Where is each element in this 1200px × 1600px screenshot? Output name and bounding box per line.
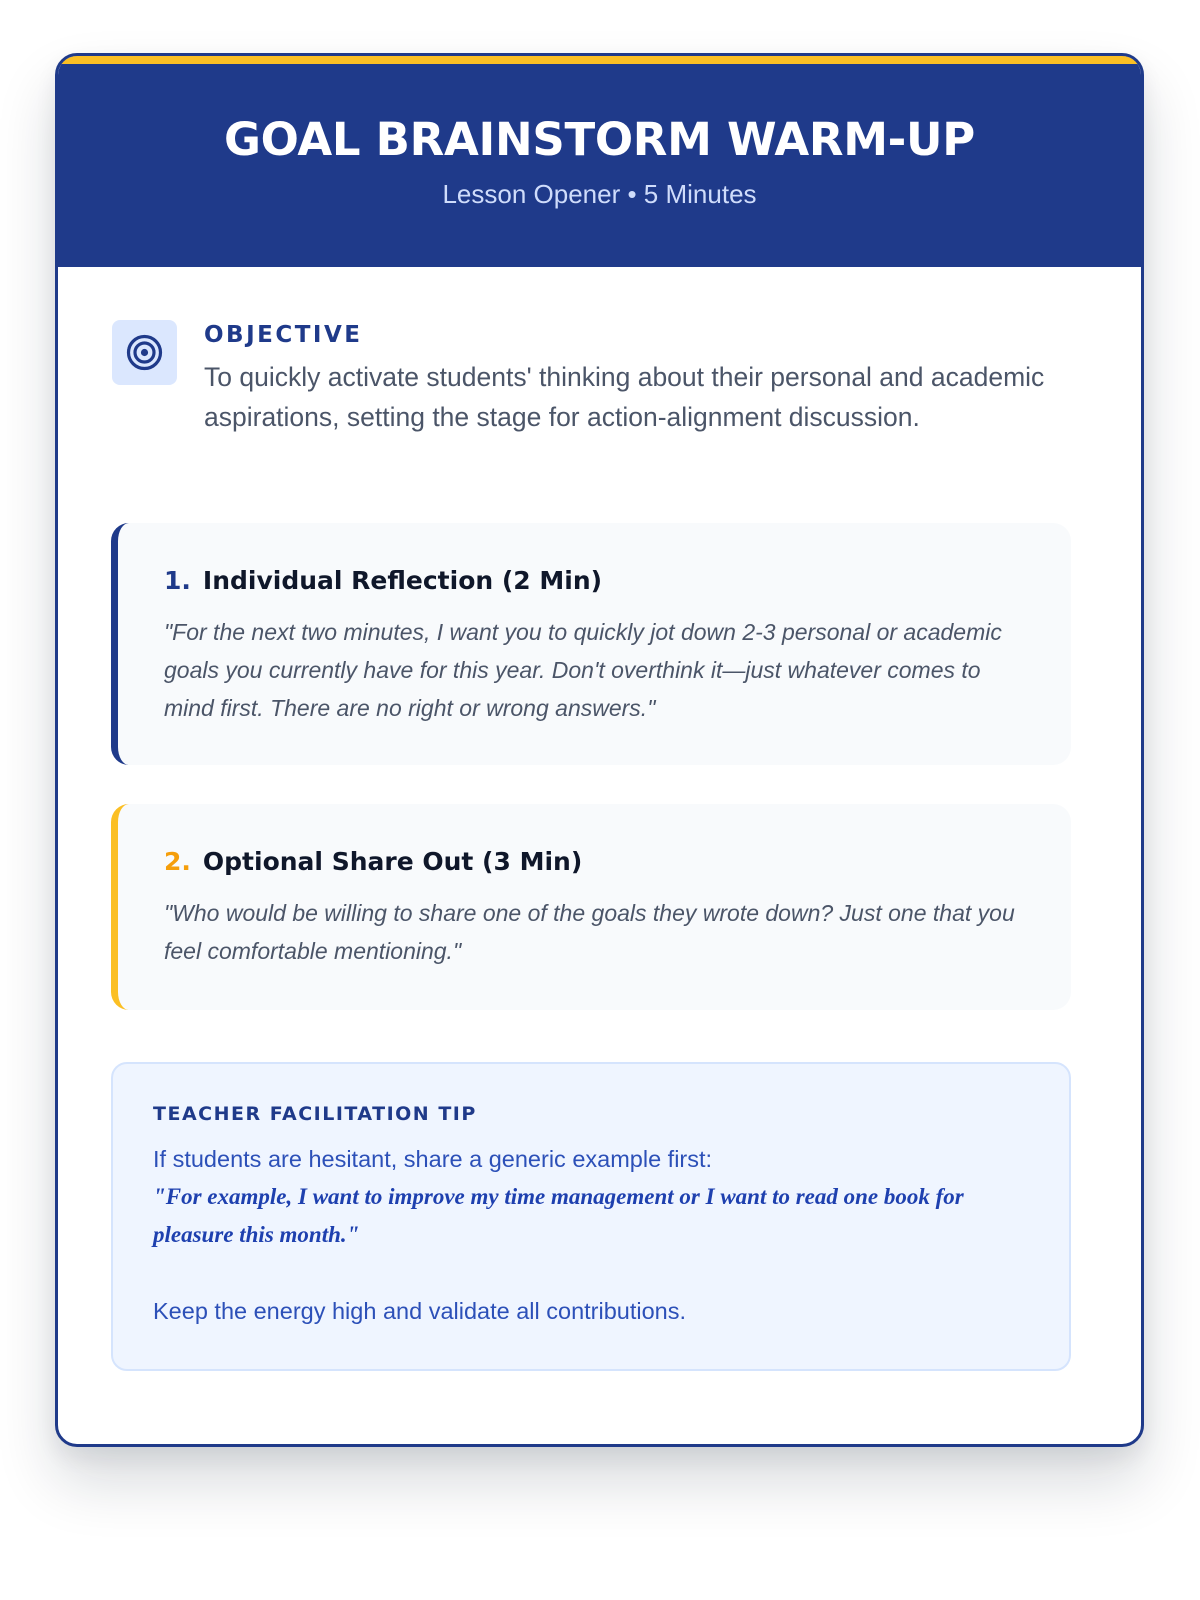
tip-example: "For example, I want to improve my time management or I want to read one book for pleasure this month." xyxy=(153,1184,964,1247)
page-subtitle: Lesson Opener • 5 Minutes xyxy=(442,179,757,209)
card-header xyxy=(58,56,1141,267)
objective-text: To quickly activate students' thinking about their personal and academic aspirations, setting the stage for action-alignment discussion. xyxy=(204,362,1045,432)
step-title: Individual Reflection (2 Min) xyxy=(202,566,603,595)
step-title: Optional Share Out (3 Min) xyxy=(202,847,583,876)
page-title: GOAL BRAINSTORM WARM-UP xyxy=(224,113,975,166)
step-quote: "Who would be willing to share one of the goals they wrote down? Just one that you feel comfortable mentioning." xyxy=(164,900,1015,964)
step-heading xyxy=(164,842,1035,882)
step-heading xyxy=(164,561,1035,601)
tip-intro: If students are hesitant, share a generic example first: xyxy=(153,1146,713,1172)
step-number: 1. xyxy=(164,566,191,595)
facilitation-tip xyxy=(111,1062,1071,1371)
tip-label: TEACHER FACILITATION TIP xyxy=(153,1103,477,1125)
lesson-card xyxy=(55,53,1144,1447)
target-icon xyxy=(112,320,177,385)
step-card xyxy=(111,523,1071,765)
objective-label: OBJECTIVE xyxy=(204,322,363,348)
step-quote: "For the next two minutes, I want you to quickly jot down 2-3 personal or academic goals you currently have for this year. Don't overthink it—just whatever comes to mind first. There are no right or wrong answers." xyxy=(164,619,1002,721)
step-number: 2. xyxy=(164,847,191,876)
step-card xyxy=(111,804,1071,1010)
tip-closing: Keep the energy high and validate all contributions. xyxy=(153,1298,687,1324)
